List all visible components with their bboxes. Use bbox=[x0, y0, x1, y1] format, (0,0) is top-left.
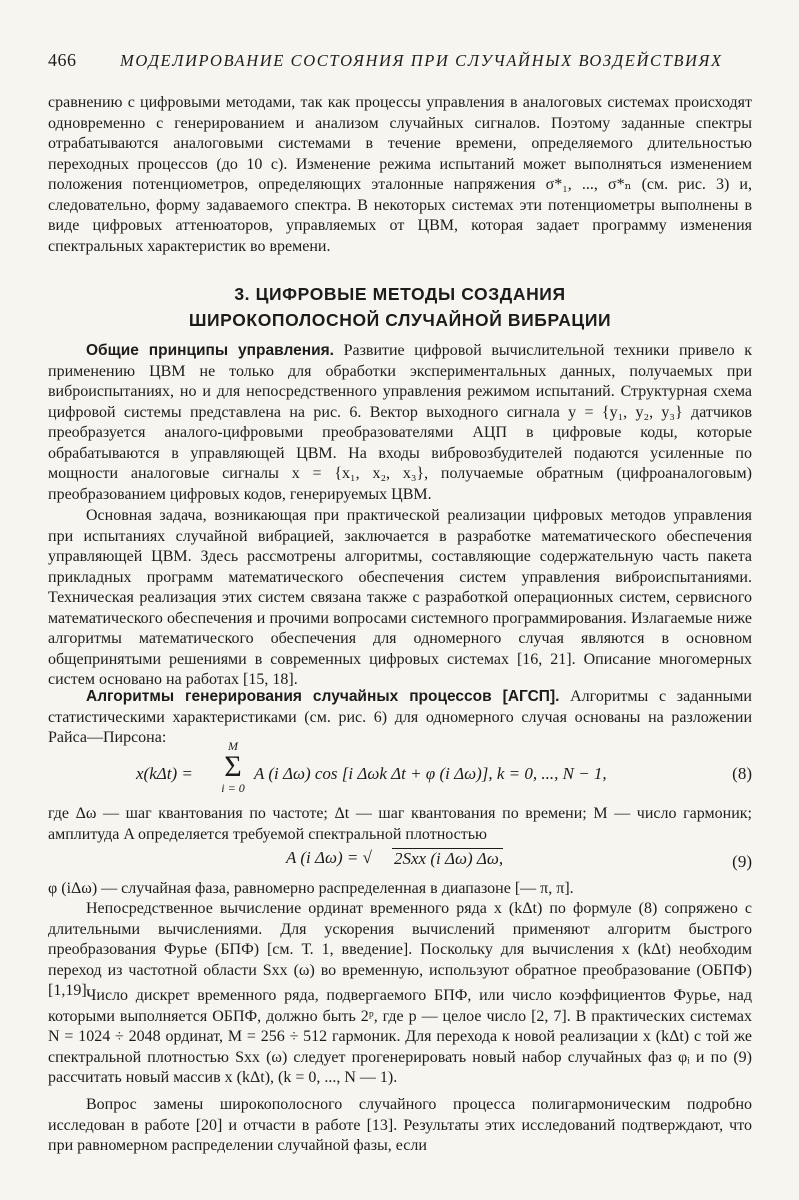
algorithms-lead: Алгоритмы генерирования случайных процессов [АГСП]. bbox=[86, 688, 560, 705]
page-number: 466 bbox=[48, 50, 77, 70]
formula-8-sum-upper: M bbox=[228, 739, 238, 753]
formula-8-sum-symbol: Σ bbox=[224, 750, 242, 783]
formula-9 bbox=[48, 848, 752, 874]
where-text: где Δω — шаг квантования по частоте; Δt — шаг квантования по времени; M — число гармоник; амплитуда A определяется требуемой спектральной плотностью bbox=[48, 805, 752, 843]
section-heading bbox=[48, 281, 752, 333]
formula-8-sum bbox=[218, 740, 248, 794]
page-header bbox=[48, 50, 768, 74]
direct-paragraph: Непосредственное вычисление ординат временного ряда x (kΔt) по формуле (8) сопряжено с длительными вычислениями. Для ускорения вычислений применяют алгоритм быстрого преобразования Фурье (БПФ) [см. Т. 1, введение]. Поскольку для вычисления x (kΔt) необходим переход из частотной области Sxx (ω) во временную, используют обратное преобразование (ОБПФ) [1,19]. bbox=[48, 900, 752, 999]
final-paragraph: Вопрос замены широкополосного случайного процесса полигармоническим подробно исследован в работе [20] и отчасти в работе [13]. Результаты этих исследований подтверждают, что при равномерном распределении случайной фазы, если bbox=[48, 1096, 752, 1154]
principles-lead: Общие принципы управления. bbox=[86, 342, 334, 359]
formula-9-number: (9) bbox=[732, 852, 752, 871]
formula-8-number: (8) bbox=[732, 764, 752, 783]
formula-8-sum-lower: i = 0 bbox=[221, 781, 245, 795]
principles-paragraph bbox=[48, 341, 752, 505]
task-paragraph: Основная задача, возникающая при практической реализации цифровых методов управления при испытаниях случайной вибрацией, заключается в разработке математического обеспечения управляющей ЦВМ. Здесь рассмотрены алгоритмы, составляющие содержательную часть пакета прикладных программ математического обеспечения систем управления виброиспытаниями. Техническая реализация этих систем связана также с разработкой операционных систем, сервисного математического обеспечения и прочими вопросами системного программирования. Излагаемые ниже алгоритмы математического обеспечения для одномерного случая являются в основном общепринятыми решениями в современных цифровых системах [16, 21]. Описание многомерных систем основано на работах [15, 18]. bbox=[48, 507, 752, 688]
running-title: МОДЕЛИРОВАНИЕ СОСТОЯНИЯ ПРИ СЛУЧАЙНЫХ ВОЗДЕЙСТВИЯХ bbox=[120, 51, 723, 70]
algorithms-text: Алгоритмы с заданными статистическими характеристиками (см. рис. 6) для одномерного случая основаны на разложении Райса—Пирсона: bbox=[48, 688, 752, 746]
discrete-paragraph: Число дискрет временного ряда, подвергаемого БПФ, или число коэффициентов Фурье, над которыми выполняется ОБПФ, должно быть 2ᵖ, где p — целое число [2, 7]. В практических системах N = 1024 ÷ 2048 ординат, M = 256 ÷ 512 гармоник. Для перехода к новой реализации x (kΔt) с той же спектральной плотностью Sxx (ω) следует прогенерировать новый набор случайных фаз φᵢ и по (9) рассчитать новый массив x (kΔt), (k = 0, ..., N — 1). bbox=[48, 987, 752, 1086]
formula-9-lhs: A (i Δω) = √ bbox=[286, 848, 372, 867]
formula-9-radicand: 2Sxx (i Δω) Δω, bbox=[394, 849, 504, 868]
section-title-line2: ШИРОКОПОЛОСНОЙ СЛУЧАЙНОЙ ВИБРАЦИИ bbox=[188, 310, 612, 330]
section-title-line1: 3. ЦИФРОВЫЕ МЕТОДЫ СОЗДАНИЯ bbox=[234, 284, 566, 304]
formula-8-rhs: A (i Δω) cos [i Δωk Δt + φ (i Δω)], k = 0, ..., N − 1, bbox=[254, 764, 607, 783]
principles-text: Развитие цифровой вычислительной техники привело к применению ЦВМ не только для обработки экспериментальных данных, получаемых при виброиспытаниях, но и для непосредственного управления режимом испытаний. Структурная схема цифровой системы представлена на рис. 6. Вектор выходного сигнала y = {y₁, y₂, y₃} датчиков преобразуется аналого-цифровыми преобразователями АЦП в цифровые коды, которые обрабатываются в управляющей ЦВМ. На входы вибровозбудителей подаются усиленные по мощности аналоговые сигналы x = {x₁, x₂, x₃}, получаемые обратным (цифроаналоговым) преобразованием цифровых кодов, генерируемых ЦВМ. bbox=[48, 342, 753, 503]
formula-8 bbox=[48, 739, 752, 802]
intro-paragraph: сравнению с цифровыми методами, так как процессы управления в аналоговых системах происходят одновременно с генерированием и анализом случайных сигналов. Поэтому заданные спектры отрабатываются аналоговыми системами в течение времени, определяемого длительностью переходных процессов (до 10 с). Изменение режима испытаний может выполняться изменением положения потенциометров, определяющих эталонные напряжения σ*₁, ..., σ*ₙ (см. рис. 3) и, следовательно, форму задаваемого спектра. В некоторых системах эти потенциометры выполнены в виде цифровых аттенюаторов, управляемых от ЦВМ, которая задает программу изменения спектральных характеристик во времени. bbox=[48, 94, 752, 255]
phase-text: φ (iΔω) — случайная фаза, равномерно распределенная в диапазоне [— π, π]. bbox=[48, 880, 574, 897]
algorithms-paragraph bbox=[48, 687, 752, 749]
formula-8-lhs: x(kΔt) = bbox=[136, 764, 193, 783]
